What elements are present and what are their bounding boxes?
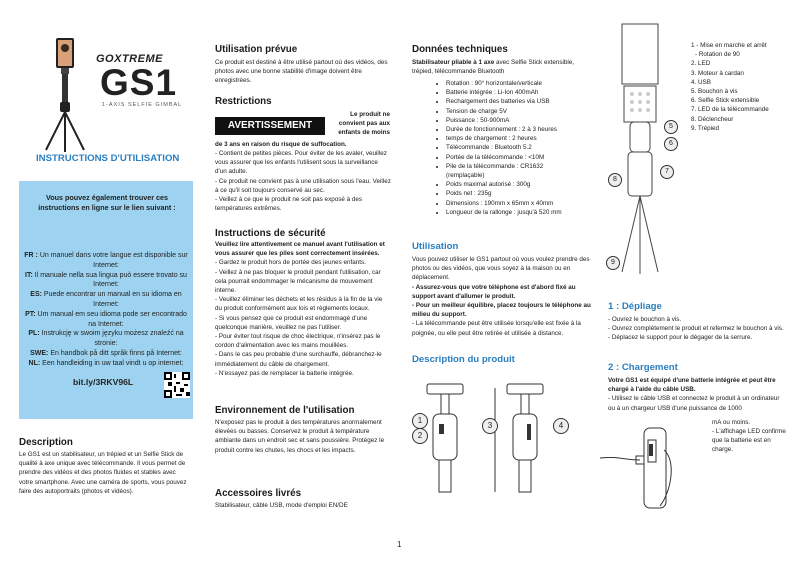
safety-line: - Veillez à ne pas bloquer le produit pendant l'utilisation, car cela pourrait endommager le mécanisme de mouvement interne. xyxy=(215,268,381,295)
callout-8: 8 xyxy=(608,173,622,187)
part-item: 3. Moteur à cardan xyxy=(691,69,744,77)
model-subtitle: 1-AXIS SELFIE GIMBAL xyxy=(102,102,183,108)
unfold-title: 1 : Dépliage xyxy=(608,301,662,312)
lang-pl: PL: Instrukcję w swoim języku możesz znaleźć na stronie: xyxy=(28,330,184,348)
charge-led-text: - L'affichage LED confirme que la batterie est en charge. xyxy=(712,428,786,454)
unfold-list xyxy=(608,315,788,343)
usage-line: - Pour un meilleur équilibre, placez toujours le téléphone au milieu du support. xyxy=(412,302,591,319)
use-title: Utilisation prévue xyxy=(215,44,298,55)
usage-line: - La télécommande peut être utilisée lorsqu'elle est fixée à la poignée, ou elle peut être retirée et utilisée à distance. xyxy=(412,320,581,337)
tech-intro: Stabilisateur pliable à 1 axe avec Selfie Stick extensible, trépied, télécommande Bluetooth xyxy=(412,59,575,76)
language-list xyxy=(21,251,191,369)
spec-item: • Tension de charge 5V xyxy=(446,107,580,116)
safety-line: - Si vous pensez que ce produit est endommagé d'une quelconque manière, veuillez ne pas l'utiliser. xyxy=(215,314,368,331)
online-intro: Vous pouvez également trouver ces instructions en ligne sur le lien suivant : xyxy=(38,193,176,212)
usage-line: - Assurez-vous que votre téléphone est d'abord fixé au support avant d'allumer le produit. xyxy=(412,283,576,300)
description-title: Description xyxy=(19,437,73,448)
lang-es: ES: Puede encontrar un manual en su idioma en Internet: xyxy=(30,291,182,308)
product-diagram xyxy=(405,378,585,508)
callout-1: 1 xyxy=(412,413,428,429)
environment-text: N'exposez pas le produit à des températures anormalement élevées ou basses. Conservez le produit à température ambiante dans un endroit sec et sans poussière. Protégez le produit contre les chutes, les chocs et les impacts. xyxy=(215,419,385,454)
restr-line: - Ce produit ne convient pas à une utilisation sous l'eau. Veillez à ce qu'il soit toujours conservé au sec. xyxy=(215,177,391,194)
environment-title: Environnement de l'utilisation xyxy=(215,405,355,416)
warning-badge xyxy=(215,117,325,135)
lang-nl: NL: Een handleiding in uw taal vindt u op internet: xyxy=(28,359,184,367)
callout-4: 4 xyxy=(553,418,569,434)
spec-item: • Poids net : 235g xyxy=(446,189,580,198)
part-item: - Rotation de 90 xyxy=(695,51,740,59)
spec-item: • Puissance : 50-900mA xyxy=(446,116,580,125)
spec-item: • Dimensions : 190mm x 65mm x 40mm xyxy=(446,199,580,208)
instructions-title: INSTRUCTIONS D'UTILISATION xyxy=(36,153,180,164)
model-name: GS1 xyxy=(100,62,178,103)
spec-item: • Batterie intégrée : Li-Ion 400mAh xyxy=(446,88,580,97)
charge-line: - Utilisez le câble USB et connectez le produit à un ordinateur ou à un chargeur USB d'une puissance de 1000 xyxy=(608,395,780,412)
safety-line: - Veuillez éliminer les déchets et les résidus à la fin de la vie du produit conformément aux lois et règlements locaux. xyxy=(215,296,383,313)
lang-it: IT: Il manuale nella sua lingua può essere trovato su Internet: xyxy=(25,271,187,289)
safety-line: - Pour éviter tout risque de choc électrique, n'insérez pas le cordon d'alimentation avec les mains mouillées. xyxy=(215,333,381,350)
safety-line: - N'essayez pas de remplacer la batterie intégrée. xyxy=(215,369,354,377)
restr-line: - Veillez à ce que le produit ne soit pas exposé à des températures extrêmes. xyxy=(215,196,363,213)
safety-list xyxy=(215,240,391,378)
restr-line: - Contient de petites pièces. Pour éviter de les avaler, veuillez vous assurer que les enfants l'utilisent sous la surveillance d'un adulte. xyxy=(215,150,387,176)
qr-code[interactable] xyxy=(164,372,190,398)
usage-line: Vous pouvez utiliser le GS1 partout où vous voulez prendre des photos ou des vidéos, que vous soyez à la maison ou en déplacement. xyxy=(412,256,590,282)
accessories-text: Stabilisateur, câble USB, mode d'emploi EN/DE xyxy=(215,502,348,509)
warning-cont: de 3 ans en raison du risque de suffocation. xyxy=(215,141,347,148)
spec-item: • Rechargement des batteries via USB xyxy=(446,97,580,106)
safety-bold: Veuillez lire attentivement ce manuel avant l'utilisation et vous assurer que les piles sont correctement insérées. xyxy=(215,241,385,258)
unfold-line: - Déplacez le support pour le dégager de la serrure. xyxy=(608,334,753,342)
online-instructions-box xyxy=(19,181,193,419)
spec-item: • Longueur de la rallonge : jusqu'à 520 mm xyxy=(446,208,580,217)
usage-title: Utilisation xyxy=(412,241,459,252)
part-item: 7. LED de la télécommande xyxy=(691,106,769,114)
part-item: 9. Trépied xyxy=(691,124,720,132)
lang-fr: FR : Un manuel dans votre langue est disponible sur Internet: xyxy=(24,252,188,269)
part-item: 5. Bouchon à vis xyxy=(691,88,738,96)
tech-title: Données techniques xyxy=(412,44,508,55)
warning-label: AVERTISSEMENT xyxy=(227,120,313,131)
product-photo xyxy=(26,34,98,154)
restrictions-title: Restrictions xyxy=(215,96,272,107)
spec-item: • Télécommande : Bluetooth 5.2 xyxy=(446,143,580,152)
spec-item: • Poids maximal autorisé : 300g xyxy=(446,180,580,189)
callout-9: 9 xyxy=(606,256,620,270)
brand-logo: GOXTREME xyxy=(96,53,163,65)
callout-7: 7 xyxy=(660,165,674,179)
part-item: 1 - Mise en marche et arrêt xyxy=(691,42,767,49)
product-description-title: Description du produit xyxy=(412,354,515,365)
warning-side-text: Le produit ne convient pas aux enfants de moins xyxy=(338,111,390,137)
callout-3: 3 xyxy=(482,418,498,434)
spec-item: • temps de chargement : 2 heures xyxy=(446,134,580,143)
unfold-line: - Ouvrez complètement le produit et refermez le bouchon à vis. xyxy=(608,325,784,333)
part-item: 6. Selfie Stick extensible xyxy=(691,97,760,105)
callout-2: 2 xyxy=(412,428,428,444)
lang-pt: PT: Um manual em seu idioma pode ser encontrado na Internet: xyxy=(25,310,187,328)
charge-bold: Votre GS1 est équipé d'une batterie intégrée et peut être chargé à l'aide du câble USB. xyxy=(608,377,776,394)
charge-tail: mA ou moins. xyxy=(712,419,751,426)
accessories-title: Accessoires livrés xyxy=(215,488,302,499)
charge-title: 2 : Chargement xyxy=(608,362,678,373)
lang-swe: SWE: En handbok på ditt språk finns på Internet: xyxy=(30,349,182,357)
spec-list xyxy=(412,79,580,217)
part-item: 2. LED xyxy=(691,60,711,68)
spec-item: • Rotation : 90° horizontale/verticale xyxy=(446,79,580,88)
use-text: Ce produit est destiné à être utilisé partout où des vidéos, des photos avec une bonne stabilité d'image doivent être enregistrées. xyxy=(215,59,388,85)
description-text: Le GS1 est un stabilisateur, un trépied et un Selfie Stick de qualité à axe unique avec télécommande. Il vous permet de prendre des vidéos et des photos fluides et stables avec votre smartphone. Avec une caméra de sports, vous pouvez faire des autoportraits (photos et vidéos). xyxy=(19,451,187,495)
callout-5: 5 xyxy=(664,120,678,134)
callout-6: 6 xyxy=(664,137,678,151)
charge-text xyxy=(608,376,788,413)
part-item: 4. USB xyxy=(691,78,711,86)
safety-line: - Dans le cas peu probable d'une surchauffe, débranchez-le immédiatement du câble de chargement. xyxy=(215,351,382,368)
page-number: 1 xyxy=(397,540,402,549)
unfold-line: - Ouvrez le bouchon à vis. xyxy=(608,316,682,323)
spec-item: • Durée de fonctionnement : 2 à 3 heures xyxy=(446,125,580,134)
usage-list xyxy=(412,255,592,338)
part-item: 8. Déclencheur xyxy=(691,115,734,123)
restrictions-list xyxy=(215,149,391,213)
safety-title: Instructions de sécurité xyxy=(215,228,326,239)
spec-item: • Portée de la télécommande : <10M xyxy=(446,153,580,162)
charge-illustration xyxy=(596,420,686,510)
safety-line: - Gardez le produit hors de portée des jeunes enfants. xyxy=(215,259,366,267)
parts-list xyxy=(691,41,791,133)
spec-item: • Pile de la télécommande : CR1632 (remplaçable) xyxy=(446,162,580,180)
manual-link[interactable]: bit.ly/3RKV96L xyxy=(73,377,134,387)
